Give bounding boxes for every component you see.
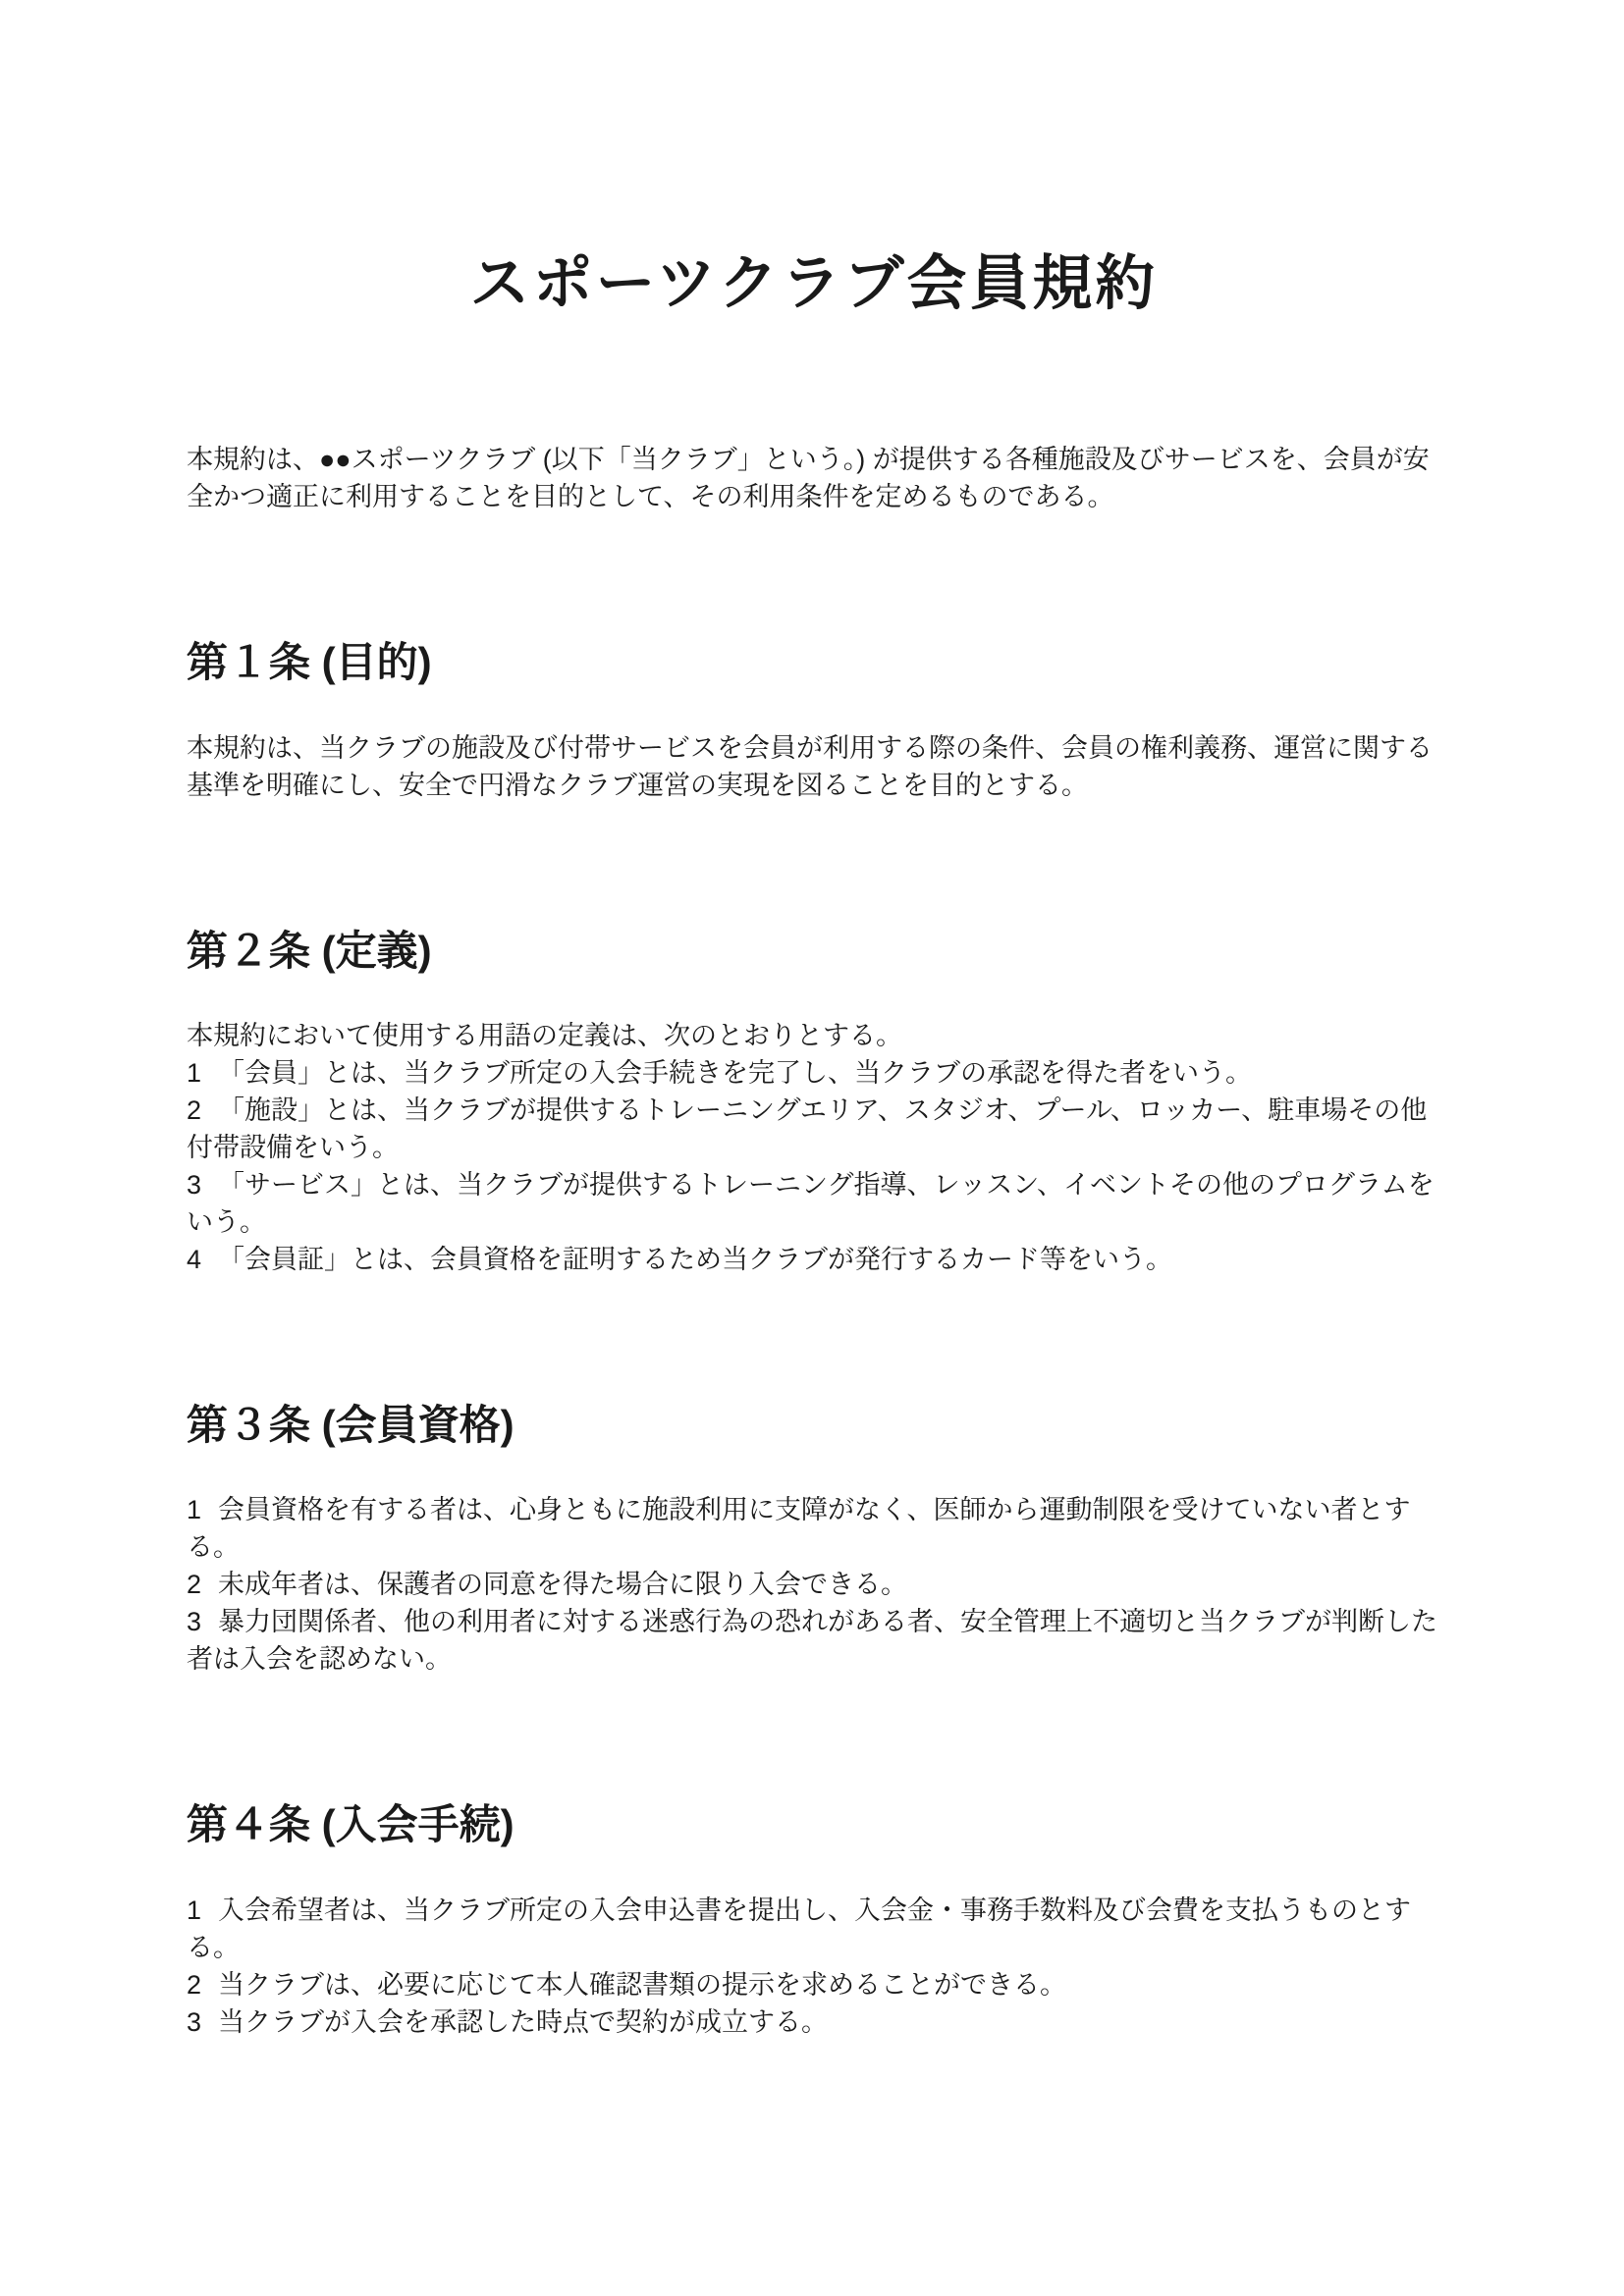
page-title: スポーツクラブ会員規約 xyxy=(469,249,1159,316)
section-article-3-eligibility xyxy=(187,1401,1441,1678)
list-item xyxy=(187,1892,1441,1966)
list-item xyxy=(187,1092,1441,1166)
section-heading: 第１条 (目的) xyxy=(187,639,432,686)
list-item xyxy=(187,1966,1441,2003)
section-heading: 第２条 (定義) xyxy=(187,927,432,974)
list-item-text: 当クラブが入会を承認した時点で契約が成立する。 xyxy=(218,2006,828,2037)
list-item-number: 3 xyxy=(187,1607,202,1637)
list-item xyxy=(187,1166,1441,1241)
list-item-number: 4 xyxy=(187,1244,202,1274)
list-item xyxy=(187,1054,1441,1092)
list-item xyxy=(187,1491,1441,1566)
list-item-text: 未成年者は、保護者の同意を得た場合に限り入会できる。 xyxy=(218,1570,907,1600)
list-item xyxy=(187,1241,1441,1278)
section-heading: 第４条 (入会手続) xyxy=(187,1801,514,1848)
list-item-text: 会員資格を有する者は、心身ともに施設利用に支障がなく、医師から運動制限を受けていない者とする。 xyxy=(187,1495,1411,1563)
list-item-text: 「サービス」とは、当クラブが提供するトレーニング指導、レッスン、イベントその他のプログラムをいう。 xyxy=(187,1169,1435,1237)
list-item-text: 「施設」とは、当クラブが提供するトレーニングエリア、スタジオ、プール、ロッカー、駐車場その他付帯設備をいう。 xyxy=(187,1095,1428,1162)
section-heading: 第３条 (会員資格) xyxy=(187,1401,514,1448)
list-item xyxy=(187,1566,1441,1603)
section-article-4-enrollment xyxy=(187,1800,1441,2040)
list-item-text: 「会員証」とは、会員資格を証明するため当クラブが発行するカード等をいう。 xyxy=(218,1244,1172,1274)
list-item-number: 1 xyxy=(187,1895,202,1925)
section-article-1-purpose xyxy=(187,638,1441,803)
list-item-number: 1 xyxy=(187,1495,202,1525)
list-item xyxy=(187,2003,1441,2041)
section-body: 本規約において使用する用語の定義は、次のとおりとする。 xyxy=(187,1020,902,1050)
list-item-text: 暴力団関係者、他の利用者に対する迷惑行為の恐れがある者、安全管理上不適切と当クラブが判断した者は入会を認めない。 xyxy=(187,1607,1437,1675)
list-item-text: 「会員」とは、当クラブ所定の入会手続きを完了し、当クラブの承認を得た者をいう。 xyxy=(218,1057,1252,1088)
list-item-number: 2 xyxy=(187,1969,202,2000)
list-item-number: 3 xyxy=(187,2006,202,2037)
list-item-text: 入会希望者は、当クラブ所定の入会申込書を提出し、入会金・事務手数料及び会費を支払うものとする。 xyxy=(187,1895,1411,1962)
list-item-number: 2 xyxy=(187,1095,202,1125)
list-item-number: 3 xyxy=(187,1169,202,1200)
section-body: 本規約は、当クラブの施設及び付帯サービスを会員が利用する際の条件、会員の権利義務、運営に関する基準を明確にし、安全で円滑なクラブ運営の実現を図ることを目的とする。 xyxy=(187,732,1433,800)
list-item-number: 2 xyxy=(187,1570,202,1600)
list-item-text: 当クラブは、必要に応じて本人確認書類の提示を求めることができる。 xyxy=(218,1969,1066,2000)
section-article-2-definitions xyxy=(187,927,1441,1278)
list-item xyxy=(187,1603,1441,1678)
intro-paragraph: 本規約は、●●スポーツクラブ (以下「当クラブ」という。) が提供する各種施設及びサービスを、会員が安全かつ適正に利用することを目的として、その利用条件を定めるものである。 xyxy=(187,445,1430,512)
list-item-number: 1 xyxy=(187,1057,202,1088)
